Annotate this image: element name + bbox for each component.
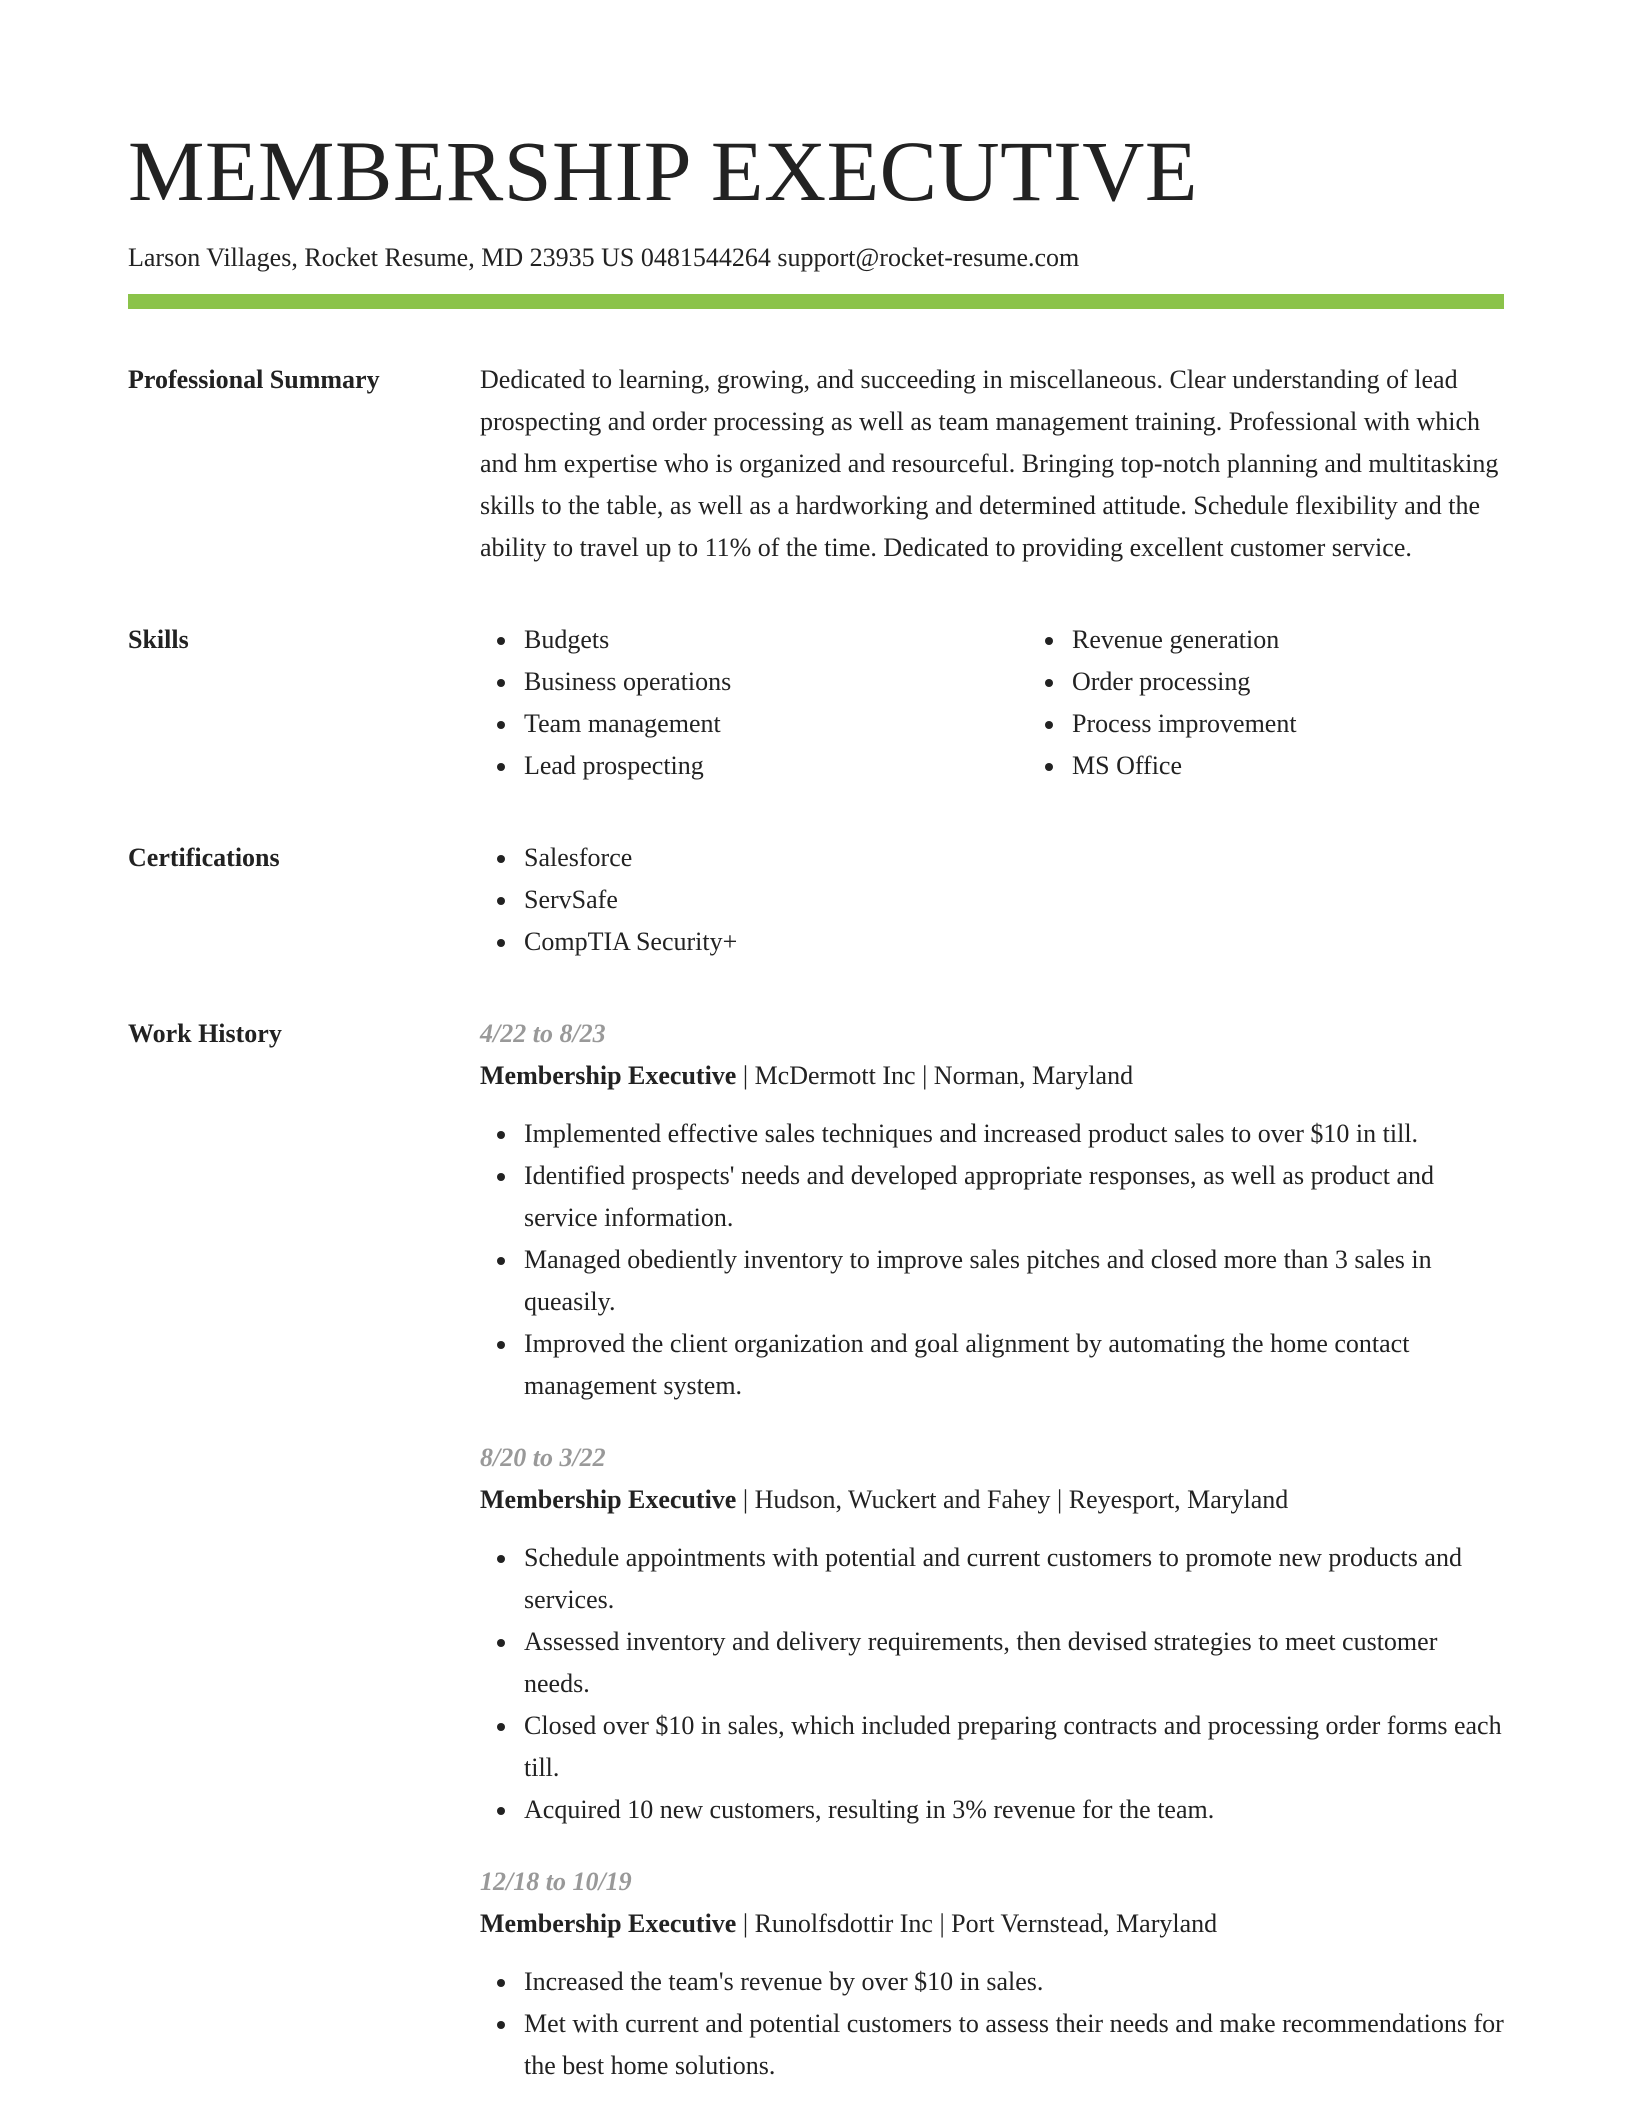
summary-text: Dedicated to learning, growing, and succeeding in miscellaneous. Clear understanding of lead prospecting and order processing as well as team management training. Professional with which and hm expertise who is organized and resourceful. Bringing top-notch planning and multitasking skills to the table, as well as a hardworking and determined attitude. Schedule flexibility and the ability to travel up to 11% of the time. Dedicated to providing excellent customer service. [480, 365, 1499, 562]
job-company: Hudson, Wuckert and Fahey [754, 1485, 1051, 1514]
skill-item: Budgets [524, 619, 1028, 661]
resume-name-heading: MEMBERSHIP EXECUTIVE [128, 123, 1198, 219]
job-bullet: Improved the client organization and goal alignment by automating the home contact management system. [524, 1323, 1504, 1407]
job-dates: 12/18 to 10/19 [480, 1867, 632, 1896]
job-dates: 4/22 to 8/23 [480, 1019, 606, 1048]
skills-grid [480, 619, 1576, 787]
job-bullets [480, 1961, 1504, 2087]
job-separator: | [1050, 1485, 1069, 1514]
job-bullet: Assessed inventory and delivery requirements, then devised strategies to meet customer needs. [524, 1621, 1504, 1705]
job-bullet: Identified prospects' needs and developed appropriate responses, as well as product and service information. [524, 1155, 1504, 1239]
work-history-label: Work History [128, 1019, 282, 1048]
certifications-list [480, 837, 1504, 963]
job-title-line [480, 1055, 1504, 1097]
skill-item: Business operations [524, 661, 1028, 703]
skill-item: Team management [524, 703, 1028, 745]
job-location: Norman, Maryland [933, 1061, 1134, 1090]
job-bullet: Managed obediently inventory to improve sales pitches and closed more than 3 sales in queasily. [524, 1239, 1504, 1323]
job-bullet: Increased the team's revenue by over $10 in sales. [524, 1961, 1504, 2003]
work-history-section [128, 1013, 1504, 2117]
certification-item: CompTIA Security+ [524, 921, 1504, 963]
certification-item: ServSafe [524, 879, 1504, 921]
summary-label: Professional Summary [128, 365, 380, 394]
job-bullet: Met with current and potential customers to assess their needs and make recommendations for the best home solutions. [524, 2003, 1504, 2087]
job-separator: | [736, 1485, 755, 1514]
job-separator: | [736, 1909, 755, 1938]
job-location: Reyesport, Maryland [1068, 1485, 1289, 1514]
skills-list-right [1028, 619, 1576, 787]
work-history-body [480, 1013, 1504, 2117]
skill-item: Process improvement [1072, 703, 1576, 745]
job-bullet: Implemented effective sales techniques and increased product sales to over $10 in till. [524, 1113, 1504, 1155]
job-entry [480, 1437, 1504, 1831]
job-bullets [480, 1537, 1504, 1831]
job-location: Port Vernstead, Maryland [951, 1909, 1218, 1938]
job-bullet: Schedule appointments with potential and current customers to promote new products and services. [524, 1537, 1504, 1621]
job-entry [480, 1861, 1504, 2087]
skill-item: MS Office [1072, 745, 1576, 787]
job-separator: | [736, 1061, 755, 1090]
skill-item: Lead prospecting [524, 745, 1028, 787]
job-title-line [480, 1479, 1504, 1521]
job-bullets [480, 1113, 1504, 1407]
job-bullet: Acquired 10 new customers, resulting in 3% revenue for the team. [524, 1789, 1504, 1831]
job-role: Membership Executive [480, 1909, 737, 1938]
certifications-label: Certifications [128, 843, 280, 872]
summary-section [128, 359, 1504, 569]
certification-item: Salesforce [524, 837, 1504, 879]
job-company: McDermott Inc [754, 1061, 916, 1090]
job-role: Membership Executive [480, 1061, 737, 1090]
skill-item: Revenue generation [1072, 619, 1576, 661]
skills-label: Skills [128, 625, 189, 654]
certifications-section [128, 837, 1504, 963]
job-company: Runolfsdottir Inc [754, 1909, 933, 1938]
job-title-line [480, 1903, 1504, 1945]
skills-list-left [480, 619, 1028, 787]
certifications-body [480, 837, 1504, 963]
skill-item: Order processing [1072, 661, 1576, 703]
job-entry [480, 1013, 1504, 1407]
job-dates: 8/20 to 3/22 [480, 1443, 606, 1472]
summary-body [480, 359, 1504, 569]
job-role: Membership Executive [480, 1485, 737, 1514]
skills-section [128, 619, 1504, 787]
job-separator: | [915, 1061, 934, 1090]
job-bullet: Closed over $10 in sales, which included preparing contracts and processing order forms each till. [524, 1705, 1504, 1789]
accent-divider [128, 294, 1504, 309]
job-separator: | [932, 1909, 952, 1938]
contact-line: Larson Villages, Rocket Resume, MD 23935 US 0481544264 support@rocket-resume.com [128, 243, 1080, 272]
